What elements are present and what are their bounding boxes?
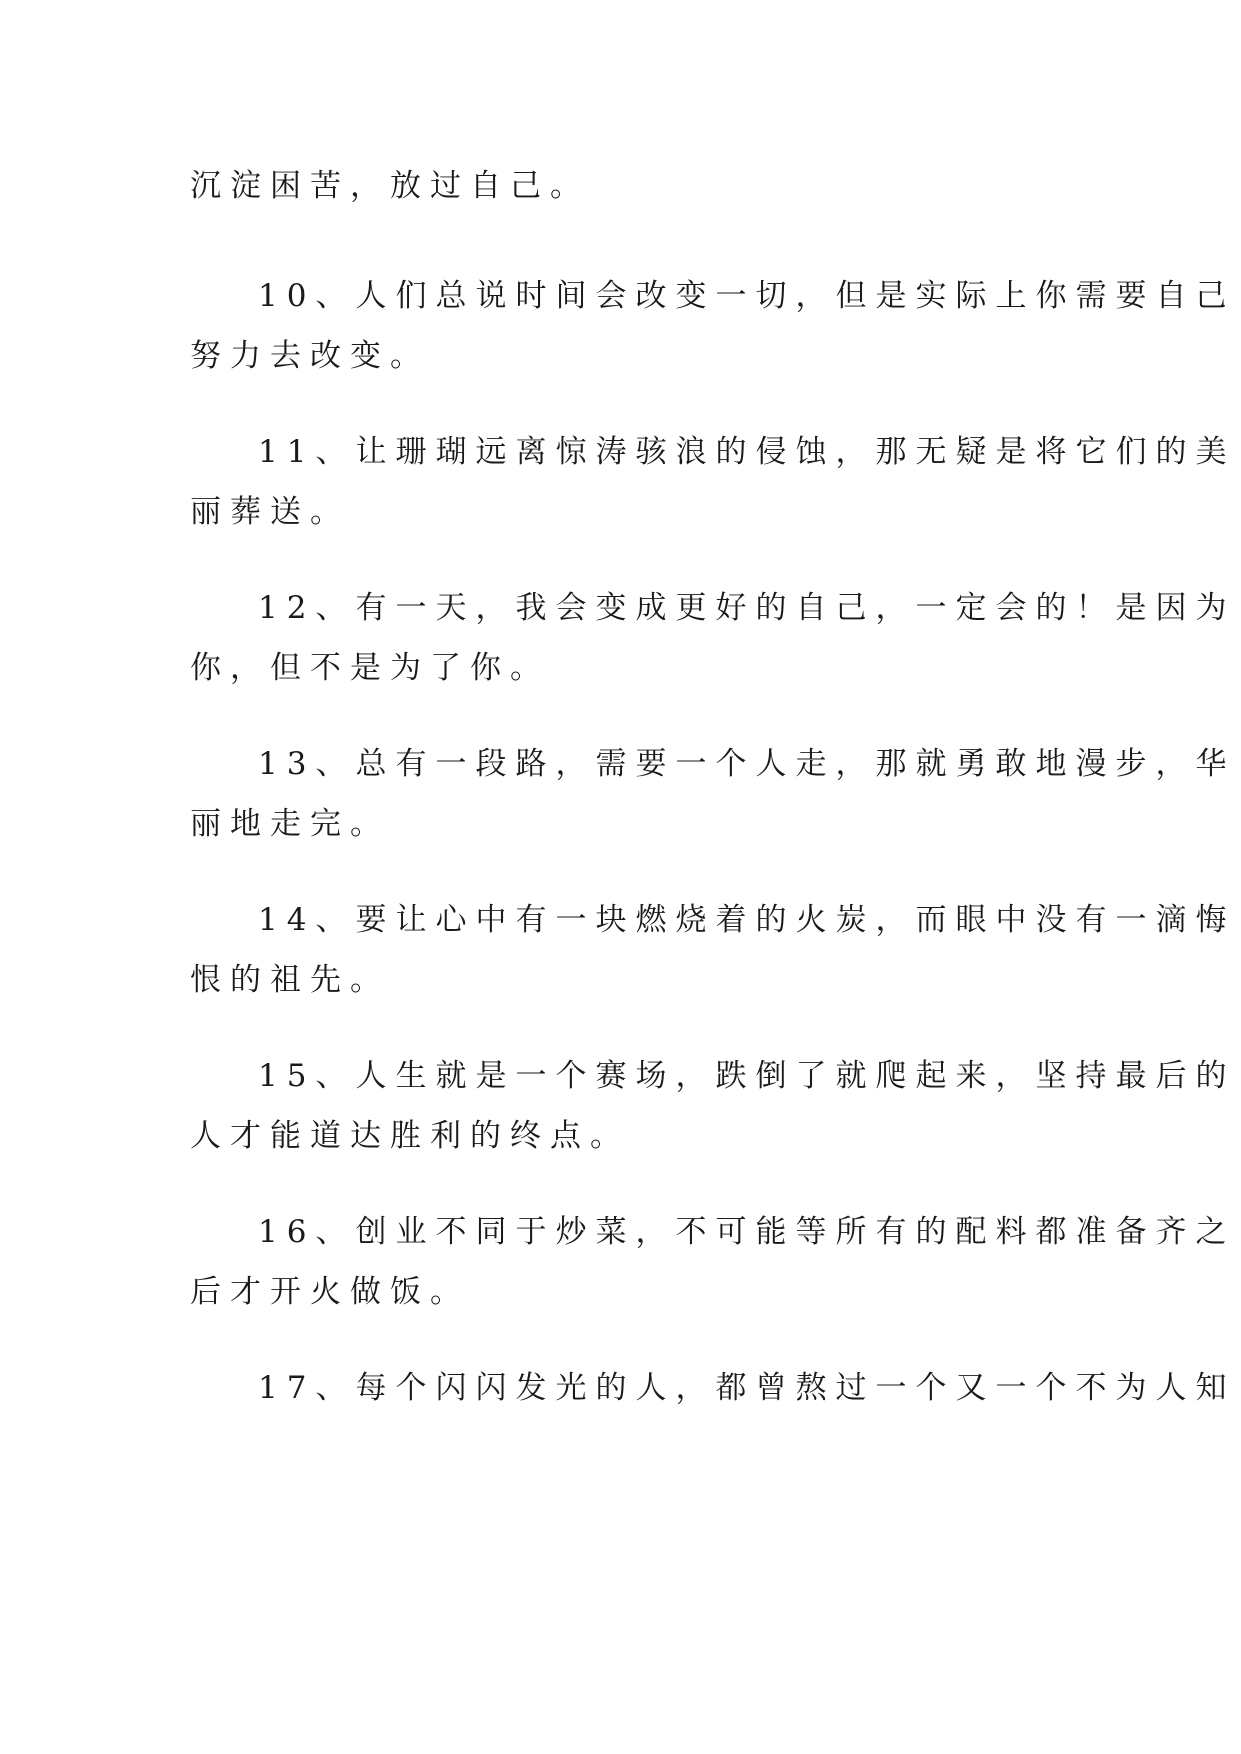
paragraph-line: 恨的祖先。 (190, 962, 390, 998)
paragraph-line: 努力去改变。 (190, 338, 430, 374)
paragraph-line: 沉淀困苦，放过自己。 (190, 168, 590, 204)
paragraph-16 (190, 1202, 1236, 1322)
paragraph-line: 丽地走完。 (190, 806, 390, 842)
paragraph-12 (190, 578, 1236, 698)
paragraph-line: 人才能道达胜利的终点。 (190, 1118, 630, 1154)
paragraph-line: 丽葬送。 (190, 494, 350, 530)
paragraph-line: 15、人生就是一个赛场，跌倒了就爬起来，坚持最后的 (258, 1058, 1236, 1094)
paragraph-13 (190, 734, 1236, 854)
paragraph-line: 12、有一天，我会变成更好的自己，一定会的！是因为 (258, 590, 1236, 626)
paragraph-line: 10、人们总说时间会改变一切，但是实际上你需要自己 (258, 278, 1236, 314)
paragraph-line: 你，但不是为了你。 (190, 650, 550, 686)
paragraph-continuation (190, 156, 1050, 216)
paragraph-line: 11、让珊瑚远离惊涛骇浪的侵蚀，那无疑是将它们的美 (258, 434, 1236, 470)
paragraph-15 (190, 1046, 1236, 1166)
paragraph-14 (190, 890, 1236, 1010)
paragraph-line: 17、每个闪闪发光的人，都曾熬过一个又一个不为人知 (258, 1370, 1236, 1406)
paragraph-line: 16、创业不同于炒菜，不可能等所有的配料都准备齐之 (258, 1214, 1236, 1250)
paragraph-line: 13、总有一段路，需要一个人走，那就勇敢地漫步，华 (258, 746, 1236, 782)
paragraph-17 (190, 1358, 1236, 1418)
paragraph-line: 14、要让心中有一块燃烧着的火炭，而眼中没有一滴悔 (258, 902, 1236, 938)
paragraph-11 (190, 422, 1236, 542)
paragraph-line: 后才开火做饭。 (190, 1274, 470, 1310)
paragraph-10 (190, 266, 1236, 386)
